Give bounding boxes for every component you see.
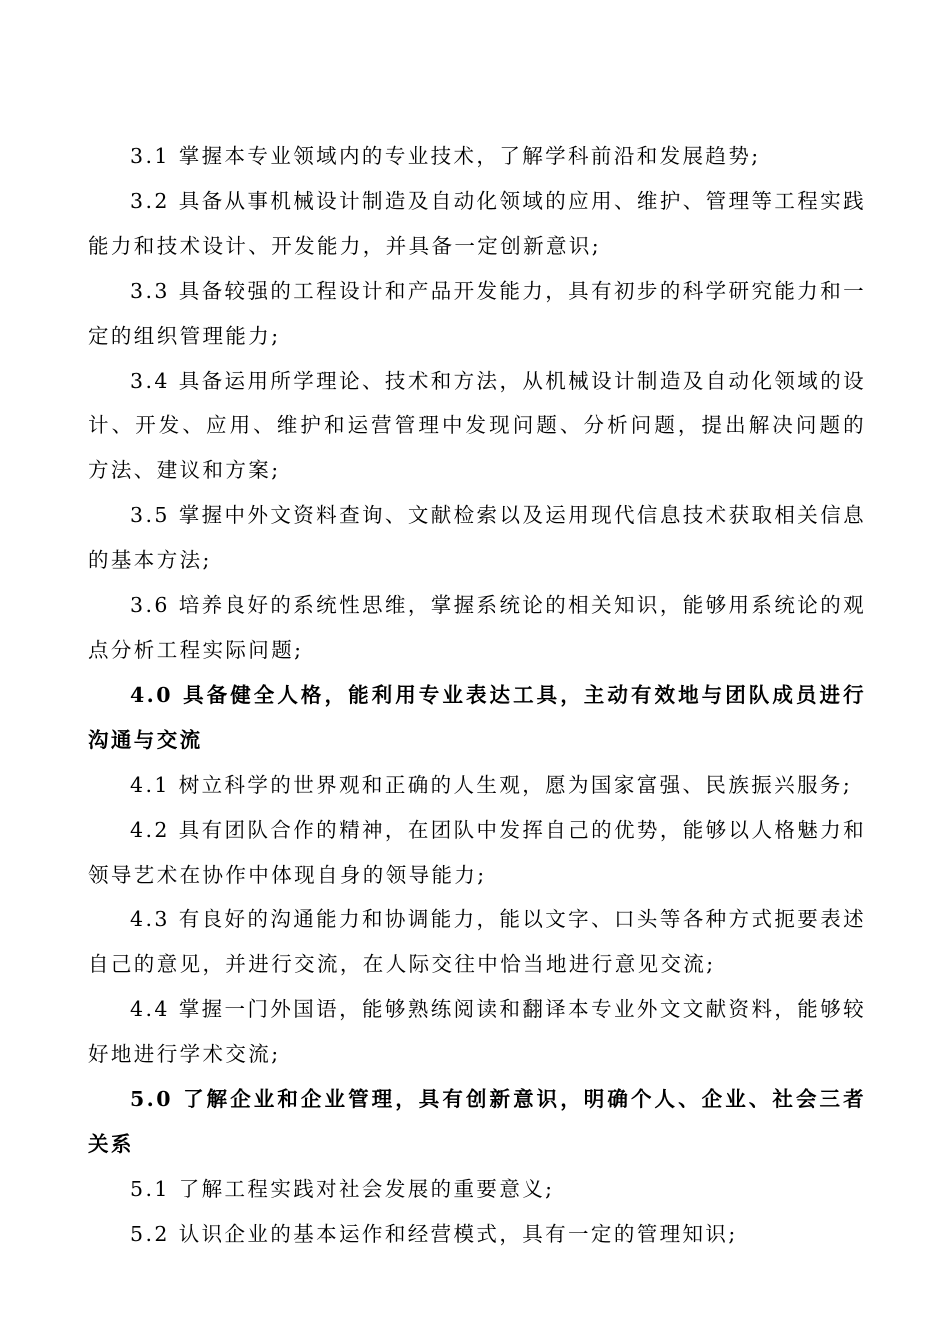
document-body [88, 134, 866, 1257]
paragraph-3-5: 3.5 掌握中外文资料查询、文献检索以及运用现代信息技术获取相关信息的基本方法; [88, 503, 866, 573]
paragraph-4-1: 4.1 树立科学的世界观和正确的人生观，愿为国家富强、民族振兴服务; [130, 772, 853, 797]
paragraph-5-1: 5.1 了解工程实践对社会发展的重要意义; [130, 1176, 555, 1201]
paragraph-4-3: 4.3 有良好的沟通能力和协调能力，能以文字、口头等各种方式扼要表述自己的意见，并进行交流，在人际交往中恰当地进行意见交流; [88, 907, 866, 977]
paragraph-5-2: 5.2 认识企业的基本运作和经营模式，具有一定的管理知识; [130, 1221, 738, 1246]
paragraph-4-4: 4.4 掌握一门外国语，能够熟练阅读和翻译本专业外文文献资料，能够较好地进行学术交流; [88, 997, 866, 1067]
section-heading-4-0: 4.0 具备健全人格，能利用专业表达工具，主动有效地与团队成员进行沟通与交流 [88, 682, 866, 752]
paragraph-4-2: 4.2 具有团队合作的精神，在团队中发挥自己的优势，能够以人格魅力和领导艺术在协作中体现自身的领导能力; [88, 817, 866, 887]
paragraph-3-1: 3.1 掌握本专业领域内的专业技术，了解学科前沿和发展趋势; [130, 144, 761, 168]
paragraph-3-2: 3.2 具备从事机械设计制造及自动化领域的应用、维护、管理等工程实践能力和技术设计、开发能力，并具备一定创新意识; [88, 188, 866, 258]
paragraph-3-4: 3.4 具备运用所学理论、技术和方法，从机械设计制造及自动化领域的设计、开发、应用、维护和运营管理中发现问题、分析问题，提出解决问题的方法、建议和方案; [88, 368, 866, 483]
paragraph-3-3: 3.3 具备较强的工程设计和产品开发能力，具有初步的科学研究能力和一定的组织管理能力; [88, 278, 866, 348]
section-heading-5-0: 5.0 了解企业和企业管理，具有创新意识，明确个人、企业、社会三者关系 [88, 1087, 866, 1156]
paragraph-3-6: 3.6 培养良好的系统性思维，掌握系统论的相关知识，能够用系统论的观点分析工程实际问题; [88, 593, 866, 662]
